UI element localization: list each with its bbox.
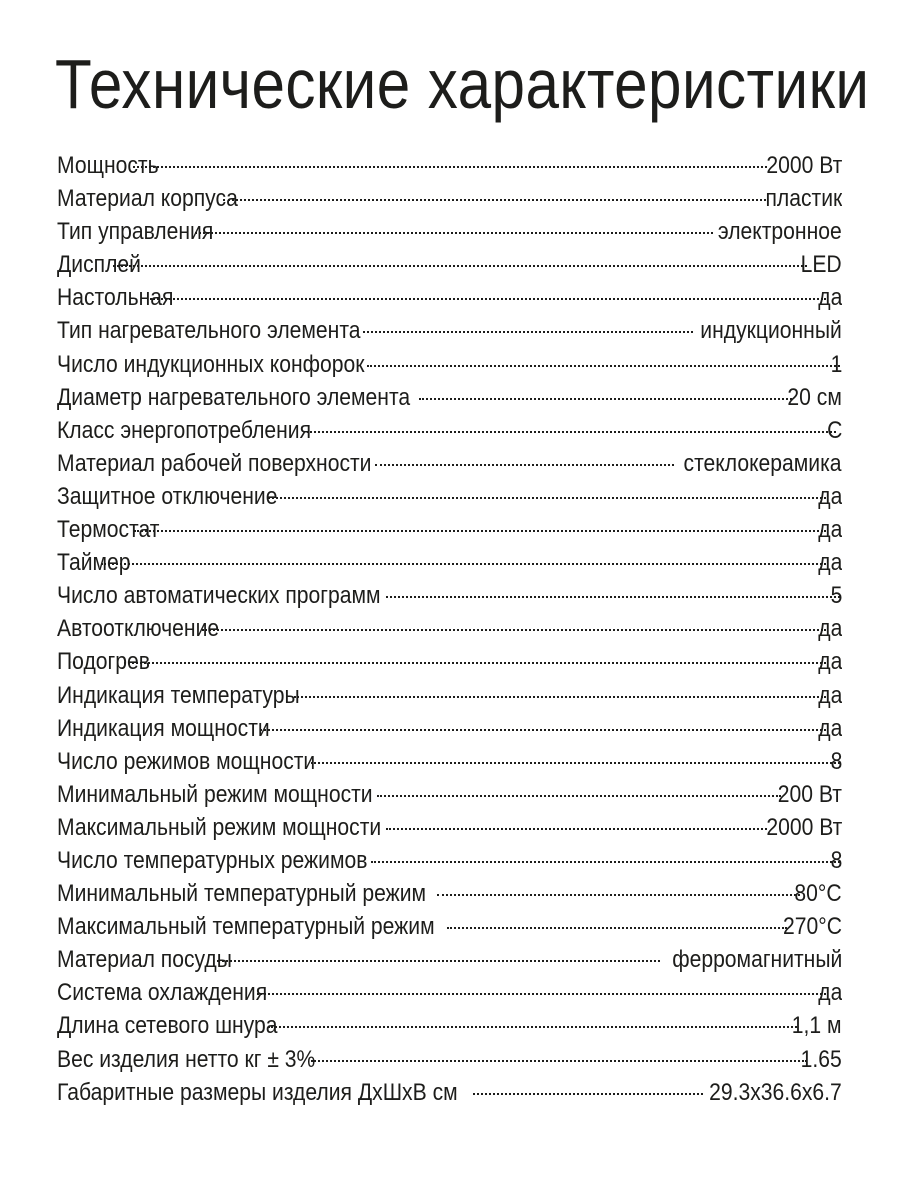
spec-label: Максимальный температурный режим [57,913,435,941]
dot-leader [223,199,766,201]
dot-leader [195,232,712,234]
spec-value: С [826,416,842,444]
spec-label: Число температурных режимов [57,846,368,874]
spec-label: Система охлаждения [57,979,268,1007]
spec-value: да [817,284,842,312]
spec-row [57,844,842,877]
spec-label: Максимальный режим мощности [57,813,382,841]
spec-row [57,745,842,778]
spec-label: Тип управления [57,218,214,246]
dot-leader [447,927,787,929]
dot-leader [101,563,826,565]
dot-leader [294,696,827,698]
dot-leader [260,729,827,731]
spec-row [57,612,842,645]
dot-leader [363,331,693,333]
dot-leader [311,1060,807,1062]
spec-value: 1.65 [800,1045,842,1073]
dot-leader [150,298,826,300]
dot-leader [437,894,800,896]
spec-label: Минимальный режим мощности [57,780,373,808]
dot-leader [307,431,837,433]
spec-value: ферромагнитный [671,946,842,974]
spec-label: Таймер [57,549,131,577]
spec-label: Класс энергопотребления [57,416,312,444]
spec-row [57,910,842,943]
spec-row [57,1009,842,1042]
spec-row [57,314,842,347]
spec-label: Число автоматических программ [57,582,381,610]
spec-value: 8 [830,846,842,874]
spec-row [57,645,842,678]
spec-row [57,480,842,513]
dot-leader [257,993,827,995]
spec-row [57,414,842,447]
spec-label: Защитное отключение [57,482,278,510]
spec-label: Материал рабочей поверхности [57,449,372,477]
spec-row [57,281,842,314]
spec-row [57,149,842,182]
spec-label: Мощность [57,152,159,179]
spec-value: да [817,714,842,742]
spec-row [57,1076,842,1109]
dot-leader [367,365,840,367]
dot-leader [375,464,674,466]
dot-leader [113,265,807,267]
spec-row [57,811,842,844]
spec-label: Дисплей [57,251,141,279]
spec-label: Габаритные размеры изделия ДхШхВ см [57,1078,458,1106]
spec-value: 270°С [783,913,842,941]
spec-value: индукционный [700,317,842,345]
spec-row [57,215,842,248]
spec-row [57,381,842,414]
dot-leader [268,1026,797,1028]
spec-label: Индикация мощности [57,714,270,742]
spec-label: Настольная [57,284,174,312]
spec-value: да [817,516,842,544]
spec-label: Число индукционных конфорок [57,350,365,378]
page-title: Технические характеристики [55,45,870,123]
spec-label: Тип нагревательного элемента [57,317,361,345]
dot-leader [377,795,781,797]
dot-leader [134,530,826,532]
spec-value: электронное [718,218,842,246]
spec-label: Материал посуды [57,946,232,974]
spec-row [57,877,842,910]
spec-row [57,679,842,712]
dot-leader [419,398,792,400]
dot-leader [124,662,827,664]
dot-leader [217,960,661,962]
spec-row [57,976,842,1009]
spec-label: Автоотключение [57,615,220,643]
spec-value: 5 [830,582,842,610]
dot-leader [371,861,841,863]
spec-value: да [817,648,842,676]
spec-value: да [817,549,842,577]
dot-leader [386,828,767,830]
spec-row [57,943,842,976]
spec-value: да [817,615,842,643]
spec-value: да [817,681,842,709]
spec-row [57,778,842,811]
spec-value: 20 см [787,383,842,411]
spec-value: 2000 Вт [766,152,842,179]
spec-list [57,149,842,1109]
spec-label: Минимальный температурный режим [57,880,427,908]
spec-row [57,546,842,579]
spec-label: Индикация температуры [57,681,300,709]
spec-row [57,248,842,281]
spec-label: Термостат [57,516,160,544]
dot-leader [386,596,841,598]
spec-value: да [817,482,842,510]
spec-label: Диаметр нагревательного элемента [57,383,411,411]
spec-label: Подогрев [57,648,150,676]
spec-value: стеклокерамика [683,449,842,477]
spec-value: 200 Вт [777,780,842,808]
spec-row [57,579,842,612]
spec-value: пластик [765,185,842,213]
spec-row [57,712,842,745]
spec-value: 2000 Вт [766,813,842,841]
dot-leader [133,166,767,168]
spec-label: Материал корпуса [57,185,238,213]
spec-label: Число режимов мощности [57,747,316,775]
spec-value: 29.3х36.6х6.7 [709,1078,842,1106]
dot-leader [473,1093,703,1095]
dot-leader [268,497,826,499]
spec-row [57,348,842,381]
spec-value: LED [800,251,842,279]
spec-row [57,1043,842,1076]
spec-label: Длина сетевого шнура [57,1012,278,1040]
spec-value: 1 [830,350,842,378]
dot-leader [202,629,826,631]
spec-value: 80°С [794,880,842,908]
dot-leader [311,762,840,764]
spec-label: Вес изделия нетто кг ± 3% [57,1045,316,1073]
spec-value: 1,1 м [792,1012,842,1040]
spec-row [57,513,842,546]
spec-value: 8 [830,747,842,775]
spec-row [57,182,842,215]
spec-value: да [817,979,842,1007]
spec-row [57,447,842,480]
